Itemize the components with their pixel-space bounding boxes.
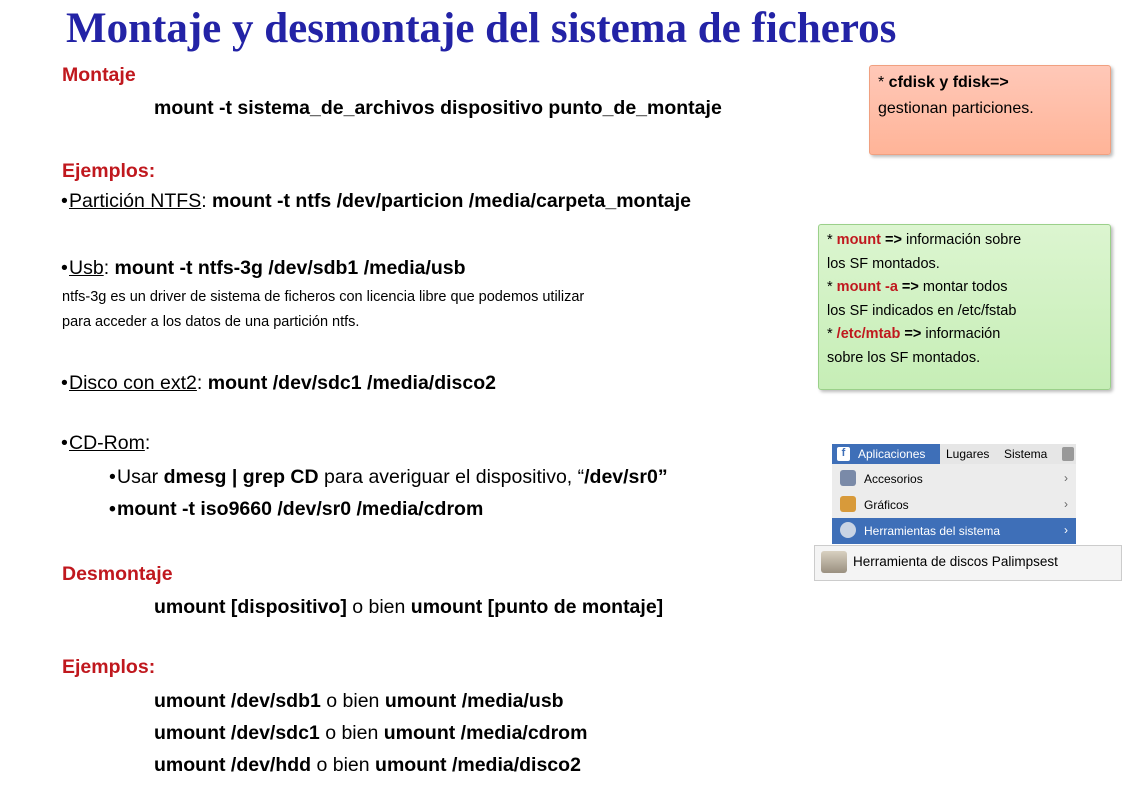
arrow-text: => (900, 326, 926, 342)
ejemplos-heading-2: Ejemplos: (62, 656, 156, 678)
gnome-menu-screenshot (832, 444, 1076, 544)
note-star: * (827, 279, 837, 295)
cdrom-example (69, 432, 150, 454)
ntfs-label: Partición NTFS (69, 190, 202, 212)
note-text: los SF indicados en /etc/fstab (827, 302, 1017, 319)
menu-lugares[interactable]: Lugares (946, 447, 990, 461)
mount-a-command: mount -a (836, 279, 898, 295)
note-text: información (925, 326, 1001, 342)
usb-note-line-2: para acceder a los datos de una partición ntfs. (62, 314, 360, 330)
menu-bar (832, 444, 1076, 464)
cd-usar-text: Usar (117, 466, 164, 488)
menu-item-herramientas[interactable] (832, 518, 1076, 544)
note-text: información sobre (905, 232, 1022, 248)
ntfs-sep: : (201, 190, 213, 212)
ejemplos-heading: Ejemplos: (62, 160, 156, 182)
menu-item-label: Herramientas del sistema (864, 524, 1001, 538)
graphics-icon (840, 496, 856, 512)
arrow-text: => (897, 279, 923, 295)
chevron-right-icon: › (1064, 497, 1068, 511)
usb-label: Usb (69, 257, 104, 279)
mount-command: mount (836, 232, 881, 248)
cd-mid-text: para averiguar el dispositivo, “ (318, 466, 585, 488)
desmontaje-syntax (154, 596, 663, 618)
chevron-right-icon: › (1064, 471, 1068, 485)
menu-sistema[interactable]: Sistema (1004, 447, 1048, 461)
cdrom-label: CD-Rom (69, 432, 145, 454)
note-star: * (878, 74, 889, 91)
menu-aplicaciones-label: Aplicaciones (858, 447, 926, 461)
umount-device: umount /dev/hdd (154, 754, 312, 776)
page-title: Montaje y desmontaje del sistema de ficheros (66, 5, 897, 52)
menu-item-label: Gráficos (864, 498, 909, 512)
ntfs-example (69, 190, 691, 212)
partitions-note-text: gestionan particiones. (878, 100, 1034, 117)
chevron-right-icon: › (1064, 523, 1068, 537)
palimpsest-label: Herramienta de discos Palimpsest (853, 554, 1058, 569)
usb-sep: : (103, 257, 115, 279)
cdrom-step-1 (117, 466, 668, 488)
partitions-note (869, 65, 1111, 155)
usb-note-line-1: ntfs-3g es un driver de sistema de ficheros con licencia libre que podemos utilizar (62, 289, 585, 305)
menu-aplicaciones[interactable] (832, 444, 940, 464)
arrow-text: => (880, 232, 906, 248)
umount-mountpoint: umount /media/cdrom (383, 722, 588, 744)
ext2-sep: : (196, 372, 208, 394)
o-bien-text: o bien (320, 690, 385, 712)
umount-mountpoint-syntax: umount [punto de montaje] (410, 596, 664, 618)
umount-device: umount /dev/sdc1 (154, 722, 320, 744)
mount-info-note (818, 224, 1111, 390)
umount-example-row (154, 722, 587, 744)
accessories-icon (840, 470, 856, 486)
mtab-file: /etc/mtab (836, 326, 901, 342)
ntfs-command: mount -t ntfs /dev/particion /media/carpeta_montaje (212, 190, 691, 212)
o-bien-text: o bien (319, 722, 384, 744)
usb-example (69, 257, 466, 279)
montaje-heading: Montaje (62, 64, 136, 86)
o-bien-text: o bien (311, 754, 376, 776)
partition-tools: cfdisk y fdisk=> (888, 74, 1009, 91)
umount-example-row (154, 754, 581, 776)
gear-icon (840, 522, 856, 538)
umount-device-syntax: umount [dispositivo] (154, 596, 347, 618)
usb-command: mount -t ntfs-3g /dev/sdb1 /media/usb (114, 257, 466, 279)
umount-mountpoint: umount /media/usb (384, 690, 564, 712)
fedora-logo-icon: f (837, 447, 850, 461)
cd-dmesg-command: dmesg | grep CD (163, 466, 319, 488)
desmontaje-heading: Desmontaje (62, 563, 173, 585)
ext2-example (69, 372, 496, 394)
note-text: montar todos (922, 279, 1008, 295)
umount-example-row (154, 690, 564, 712)
note-text: sobre los SF montados. (827, 349, 981, 366)
disk-icon (821, 551, 847, 573)
menu-item-accesorios[interactable] (832, 466, 1076, 492)
note-star: * (827, 232, 837, 248)
cdrom-sep: : (144, 432, 151, 454)
umount-device: umount /dev/sdb1 (154, 690, 321, 712)
note-star: * (827, 326, 837, 342)
cd-device: /dev/sr0” (584, 466, 668, 488)
note-text: los SF montados. (827, 255, 940, 272)
umount-mountpoint: umount /media/disco2 (375, 754, 581, 776)
menu-item-graficos[interactable] (832, 492, 1076, 518)
menu-item-label: Accesorios (864, 472, 923, 486)
montaje-syntax: mount -t sistema_de_archivos dispositivo punto_de_montaje (154, 97, 722, 119)
panel-icon (1062, 447, 1074, 461)
ext2-command: mount /dev/sdc1 /media/disco2 (207, 372, 497, 394)
ext2-label: Disco con ext2 (69, 372, 197, 394)
o-bien-text: o bien (346, 596, 411, 618)
palimpsest-menu-item[interactable] (814, 545, 1122, 581)
cdrom-step-2: • mount -t iso9660 /dev/sr0 /media/cdrom (117, 498, 483, 520)
